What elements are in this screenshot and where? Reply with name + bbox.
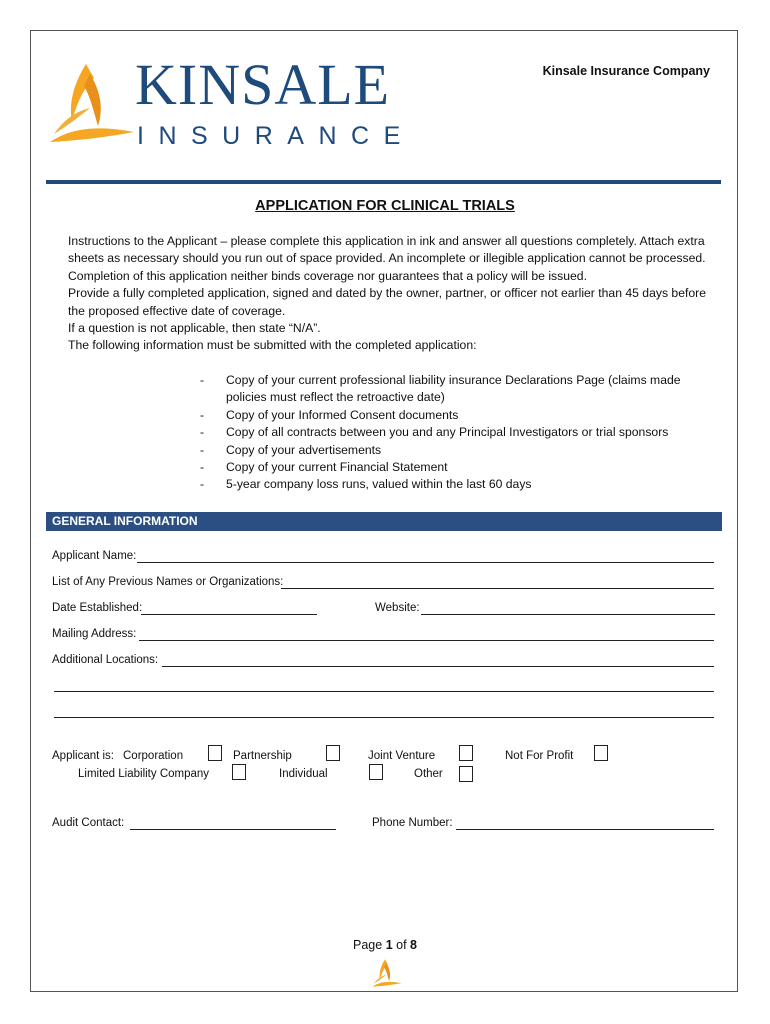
kinsale-logo-mark-icon [46,60,138,146]
page-border [30,30,738,992]
page-total: 8 [410,938,417,952]
joint-venture-checkbox[interactable] [459,745,473,761]
instructions-paragraph-2: Provide a fully completed application, signed and dated by the owner, partner, or officer not earlier than 45 days before the proposed effective date of coverage. [68,286,706,318]
joint-venture-label: Joint Venture [368,750,436,762]
list-item-text: 5-year company loss runs, valued within the last 60 days [226,477,532,492]
website-field[interactable] [421,614,715,615]
list-dash: - [200,373,205,387]
corporation-label: Corporation [123,750,184,762]
not-for-profit-label: Not For Profit [505,750,574,762]
phone-number-field[interactable] [456,829,714,830]
applicant-name-label: Applicant Name: [52,550,137,562]
list-item-text: Copy of your current professional liability insurance Declarations Page (claims made policies must reflect the retroactive date) [226,373,681,405]
list-item-text: Copy of your advertisements [226,442,382,457]
footer-logo-mark-icon [370,958,404,988]
list-item [200,459,720,476]
applicant-is-label: Applicant is: [52,750,115,762]
instructions-paragraph-4: The following information must be submitted with the completed application: [68,338,477,353]
individual-label: Individual [279,768,328,780]
phone-number-label: Phone Number: [372,817,453,829]
other-label: Other [414,768,443,780]
general-information-header: GENERAL INFORMATION [46,512,722,531]
instructions [68,233,718,355]
audit-contact-field[interactable] [130,829,336,830]
partnership-label: Partnership [233,750,292,762]
previous-names-label: List of Any Previous Names or Organizations: [52,576,284,588]
corporation-checkbox[interactable] [208,745,222,761]
mailing-address-label: Mailing Address: [52,628,137,640]
list-item [200,372,720,407]
additional-locations-line-2[interactable] [54,691,714,692]
additional-locations-line-3[interactable] [54,717,714,718]
header-rule [46,180,721,184]
additional-locations-label: Additional Locations: [52,654,159,666]
instructions-paragraph-1: Instructions to the Applicant – please complete this application in ink and answer all questions completely. Attach extra sheets as necessary should you run out of space provided. An incomplete or illegible application cannot be processed. Completion of this application neither binds coverage nor guarantees that a policy will be issued. [68,234,706,283]
of-word: of [396,938,407,952]
list-dash: - [200,425,205,440]
list-dash: - [200,407,205,422]
applicant-name-field[interactable] [137,562,714,563]
page-word: Page [353,938,383,952]
mailing-address-field[interactable] [139,640,714,641]
individual-checkbox[interactable] [369,764,383,780]
list-item-text: Copy of your Informed Consent documents [226,407,459,422]
list-dash: - [200,460,205,475]
partnership-checkbox[interactable] [326,745,340,761]
logo-subtitle: INSURANCE [137,122,415,150]
list-dash: - [200,477,205,492]
logo-wordmark: KINSALE [135,52,391,117]
date-established-label: Date Established: [52,602,143,614]
list-item-text: Copy of all contracts between you and any Principal Investigators or trial sponsors [226,425,669,440]
page-current: 1 [385,938,393,952]
llc-label: Limited Liability Company [78,768,210,780]
list-item-text: Copy of your current Financial Statement [226,460,448,475]
additional-locations-field[interactable] [162,666,714,667]
list-item [200,407,720,424]
instructions-paragraph-3: If a question is not applicable, then state “N/A”. [68,321,321,336]
list-item [200,442,720,459]
previous-names-field[interactable] [281,588,714,589]
llc-checkbox[interactable] [232,764,246,780]
list-item [200,476,720,493]
date-established-field[interactable] [141,614,317,615]
website-label: Website: [375,602,420,614]
audit-contact-label: Audit Contact: [52,817,125,829]
company-name: Kinsale Insurance Company [542,64,710,78]
not-for-profit-checkbox[interactable] [594,745,608,761]
list-item [200,424,720,441]
other-checkbox[interactable] [459,766,473,782]
required-documents-list [200,372,720,494]
page-indicator [0,938,770,952]
list-dash: - [200,442,205,457]
document-title: APPLICATION FOR CLINICAL TRIALS [255,198,515,214]
